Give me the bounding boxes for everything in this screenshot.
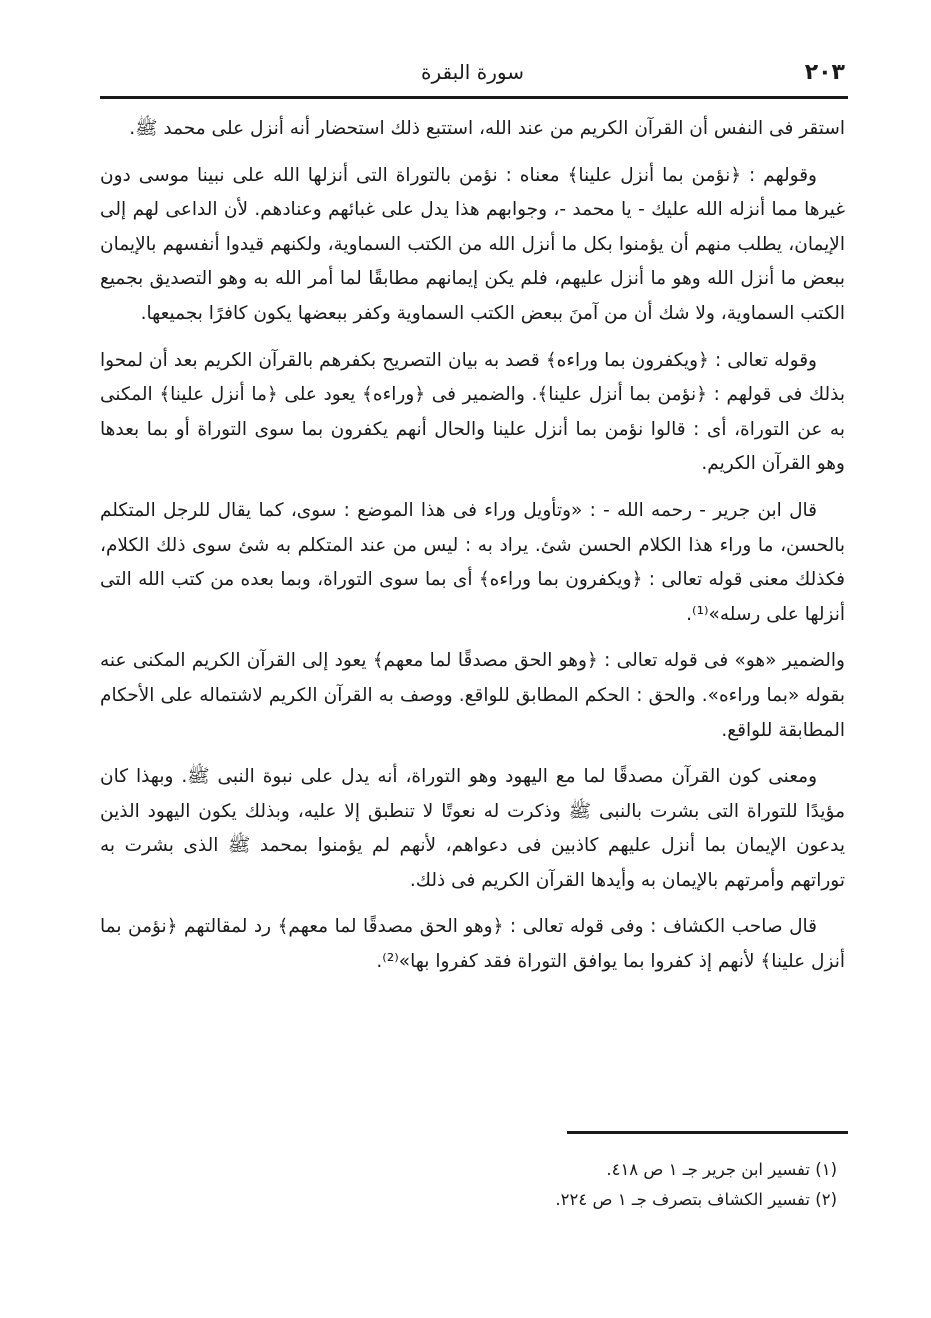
header-rule — [100, 96, 848, 99]
footnote: (٢) تفسير الكشاف بتصرف جـ ١ ص ٢٢٤. — [555, 1190, 837, 1209]
page-number: ٢٠٣ — [804, 60, 845, 85]
footnotes — [100, 1155, 845, 1215]
paragraph: قال ابن جرير - رحمه الله - : «وتأويل وراء فى هذا الموضع : سوى، كما يقال للرجل المتكلم بالحسن، ما وراء هذا الكلام الحسن شئ. يراد به : ليس من عند المتكلم به شئ سوى ذلك الكلام، فكذلك معنى قوله تعالى : ﴿ويكفرون بما وراءه﴾ أى بما سوى التوراة، وبما بعده من كتب الله التى أنزلها على رسله»⁽¹⁾. — [100, 499, 845, 625]
running-header — [100, 58, 845, 92]
surah-title: سورة البقرة — [421, 60, 524, 84]
paragraph: قال صاحب الكشاف : وفى قوله تعالى : ﴿وهو الحق مصدقًا لما معهم﴾ رد لمقالتهم ﴿نؤمن بما أنزل علينا﴾ لأنهم إذ كفروا بما يوافق التوراة فقد كفروا بها»⁽²⁾. — [100, 916, 845, 973]
footnote: (١) تفسير ابن جرير جـ ١ ص ٤١٨. — [606, 1160, 837, 1179]
paragraph: ومعنى كون القرآن مصدقًا لما مع اليهود وهو التوراة، أنه يدل على نبوة النبى ﷺ. وبهذا كان مؤيدًا للتوراة التى بشرت بالنبى ﷺ وذكرت له نعوتًا لا تنطبق إلا عليه، وبذلك يكون اليهود الذين يدعون الإيمان بما أنزل عليهم كاذبين فى دعواهم، لأنهم لم يؤمنوا بمحمد ﷺ الذى بشرت به توراتهم وأمرتهم بالإيمان به وأيدها القرآن الكريم فى ذلك. — [100, 766, 845, 891]
body-text — [100, 112, 845, 992]
paragraph: وقولهم : ﴿نؤمن بما أنزل علينا﴾ معناه : نؤمن بالتوراة التى أنزلها الله على نبينا موسى دون غيرها مما أنزله الله عليك - يا محمد -، وجوابهم هذا يدل على غبائهم وعنادهم. لأن الداعى لهم إلى الإيمان، يطلب منهم أن يؤمنوا بكل ما أنزل الله من الكتب السماوية، ولكنهم قيدوا أنفسهم بالإيمان ببعض ما أنزل الله وهو ما أنزل عليهم، فلم يكن إيمانهم مطابقًا لما أمر الله به وهو التصديق بجميع الكتب السماوية، ولا شك أن من آمنَ ببعض الكتب السماوية وكفر ببعضها يكون كافرًا بجميعها. — [100, 164, 845, 324]
footnote-rule — [567, 1131, 848, 1134]
paragraph: استقر فى النفس أن القرآن الكريم من عند الله، استتبع ذلك استحضار أنه أنزل على محمد ﷺ. — [129, 118, 845, 139]
paragraph: وقوله تعالى : ﴿ويكفرون بما وراءه﴾ قصد به بيان التصريح بكفرهم بالقرآن الكريم بعد أن لمحوا بذلك فى قولهم : ﴿نؤمن بما أنزل علينا﴾. والضمير فى ﴿وراءه﴾ يعود على ﴿ما أنزل علينا﴾ المكنى به عن التوراة، أى : قالوا نؤمن بما أنزل علينا والحال أنهم يكفرون بما سوى التوراة أو بما بعدها وهو القرآن الكريم. — [100, 349, 845, 475]
paragraph: والضمير «هو» فى قوله تعالى : ﴿وهو الحق مصدقًا لما معهم﴾ يعود إلى القرآن الكريم المكنى عنه بقوله «بما وراءه». والحق : الحكم المطابق للواقع. ووصف به القرآن الكريم لاشتماله على الأحكام المطابقة للواقع. — [100, 650, 845, 741]
